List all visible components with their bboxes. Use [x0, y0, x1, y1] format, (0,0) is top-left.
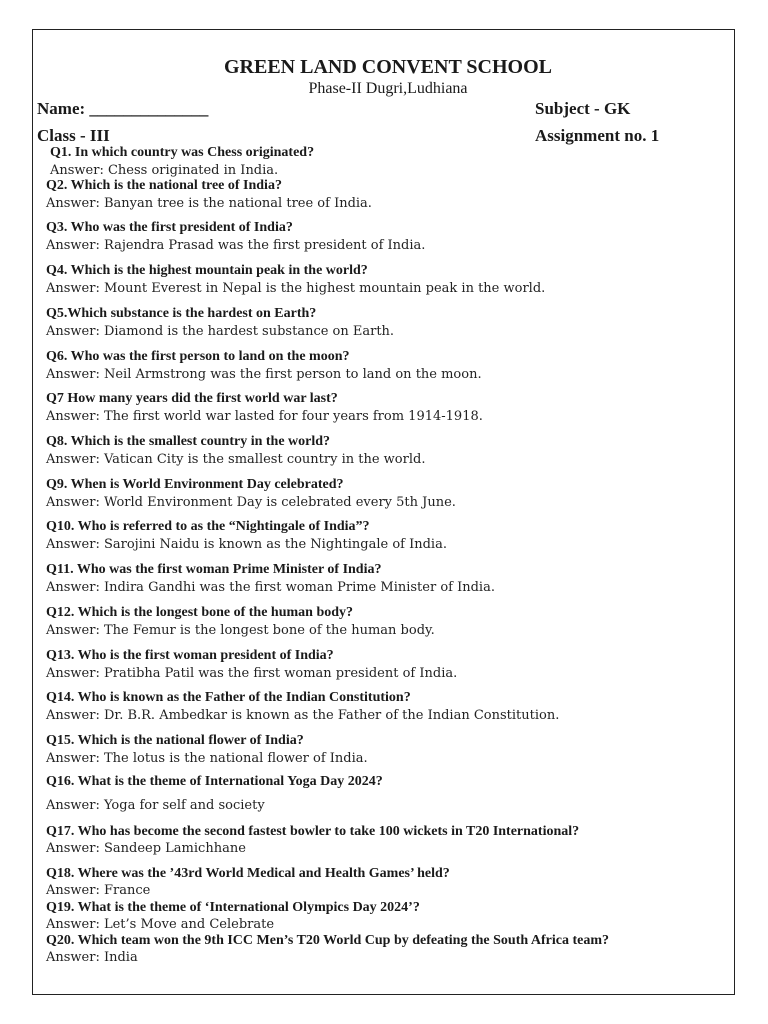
answer: Answer: Vatican City is the smallest country in the world.: [46, 452, 426, 467]
answer: Answer: Yoga for self and society: [46, 798, 265, 813]
question: Q20. Which team won the 9th ICC Men’s T20 World Cup by defeating the South Africa team?: [46, 933, 610, 948]
question: Q6. Who was the first person to land on the moon?: [46, 349, 350, 364]
name-label: Name: ______________: [37, 99, 209, 118]
answer: Answer: Sarojini Naidu is known as the Nightingale of India.: [46, 537, 447, 552]
answer: Answer: Let’s Move and Celebrate: [46, 917, 275, 932]
answer: Answer: Mount Everest in Nepal is the highest mountain peak in the world.: [46, 281, 546, 296]
question: Q2. Which is the national tree of India?: [46, 178, 282, 193]
question: Q5.Which substance is the hardest on Earth?: [46, 306, 317, 321]
assignment-label: Assignment no. 1: [535, 126, 660, 145]
answer: Answer: The Femur is the longest bone of the human body.: [46, 623, 435, 638]
question: Q19. What is the theme of ‘International Olympics Day 2024’?: [46, 900, 420, 915]
school-address: Phase-II Dugri,Ludhiana: [308, 80, 468, 97]
answer: Answer: Dr. B.R. Ambedkar is known as the Father of the Indian Constitution.: [46, 708, 560, 723]
question: Q7 How many years did the first world war last?: [46, 391, 338, 406]
question: Q3. Who was the first president of India?: [46, 220, 293, 235]
answer: Answer: Rajendra Prasad was the first president of India.: [46, 238, 426, 253]
question: Q12. Which is the longest bone of the human body?: [46, 605, 354, 620]
question: Q16. What is the theme of International Yoga Day 2024?: [46, 774, 383, 789]
class-label: Class - III: [37, 126, 110, 145]
answer: Answer: The lotus is the national flower of India.: [46, 751, 368, 766]
question: Q9. When is World Environment Day celebrated?: [46, 477, 344, 492]
answer: Answer: India: [46, 950, 138, 965]
question: Q15. Which is the national flower of India?: [46, 733, 304, 748]
answer: Answer: Neil Armstrong was the first person to land on the moon.: [46, 367, 482, 382]
answer: Answer: Indira Gandhi was the first woman Prime Minister of India.: [46, 580, 495, 595]
school-name: GREEN LAND CONVENT SCHOOL: [223, 56, 553, 78]
answer: Answer: Banyan tree is the national tree of India.: [46, 196, 372, 211]
question: Q4. Which is the highest mountain peak in the world?: [46, 263, 368, 278]
question: Q8. Which is the smallest country in the world?: [46, 434, 331, 449]
answer: Answer: Pratibha Patil was the first woman president of India.: [46, 666, 458, 681]
question: Q18. Where was the ’43rd World Medical and Health Games’ held?: [46, 866, 450, 881]
question: Q11. Who was the first woman Prime Minister of India?: [46, 562, 382, 577]
answer: Answer: Sandeep Lamichhane: [46, 841, 246, 856]
question: Q17. Who has become the second fastest bowler to take 100 wickets in T20 International?: [46, 824, 580, 839]
answer: Answer: Diamond is the hardest substance on Earth.: [46, 324, 395, 339]
answer: Answer: France: [46, 883, 151, 898]
question: Q14. Who is known as the Father of the Indian Constitution?: [46, 690, 411, 705]
question: Q13. Who is the first woman president of India?: [46, 648, 334, 663]
question: Q1. In which country was Chess originated?: [50, 145, 315, 160]
answer: Answer: World Environment Day is celebrated every 5th June.: [46, 495, 456, 510]
subject-label: Subject - GK: [535, 99, 631, 118]
question: Q10. Who is referred to as the “Nightingale of India”?: [46, 519, 370, 534]
answer: Answer: The first world war lasted for four years from 1914-1918.: [46, 409, 483, 424]
answer: Answer: Chess originated in India.: [50, 163, 279, 178]
